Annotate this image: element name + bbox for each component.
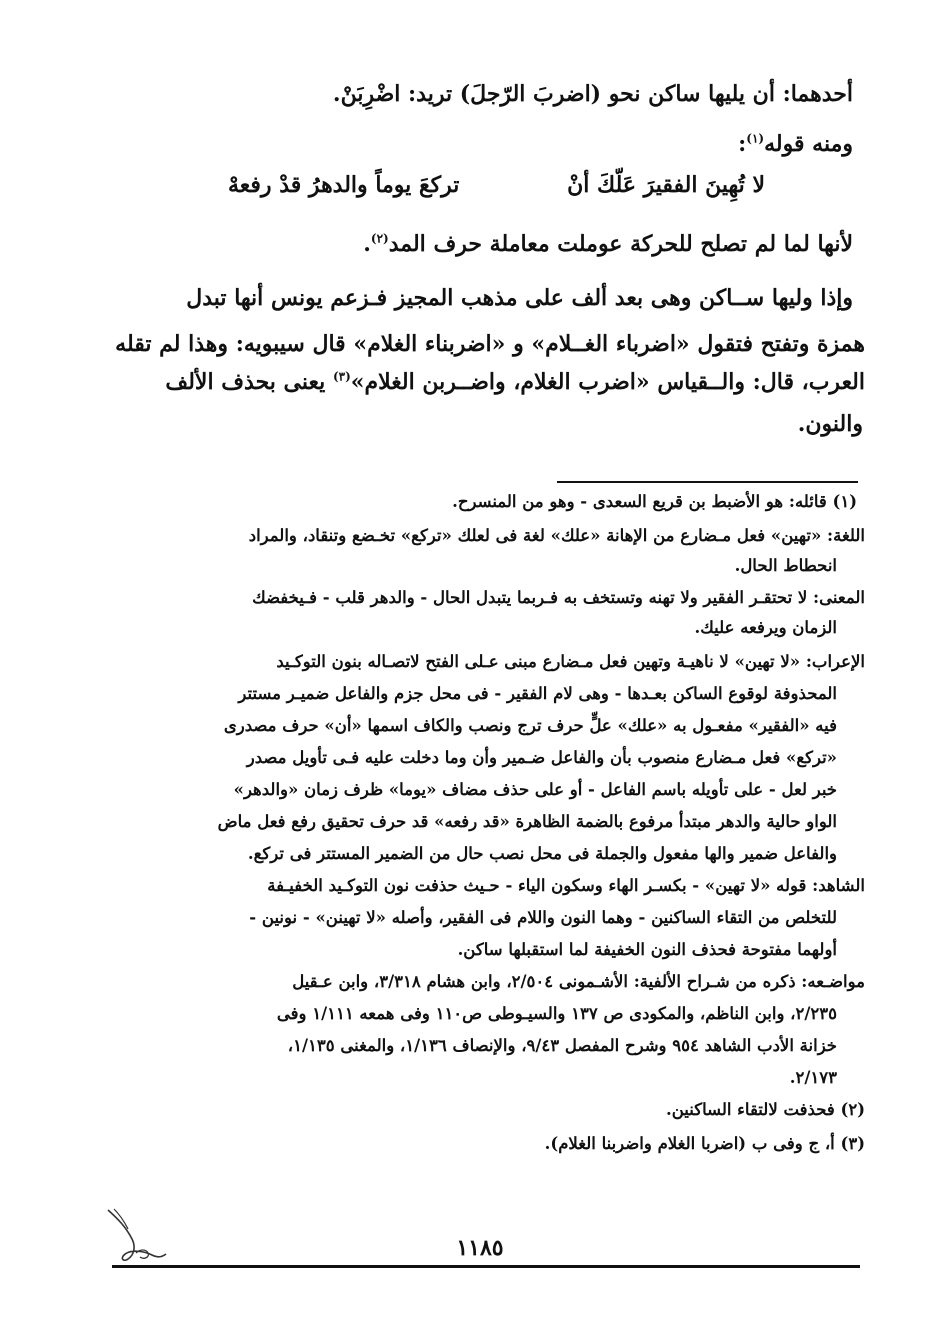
footnote-1-line-6: الإعراب: «لا تهين» لا ناهيـة وتهين فعل مـضارع مبنى عـلى الفتح لاتصـاله بنون التوكـيد [276, 652, 865, 671]
footnote-1-line-11: الواو حالية والدهر مبتدأ مرفوع بالضمة الظاهرة «قد رفعه» قد حرف تحقيق رفع فعل ماض [217, 812, 837, 831]
hand-drawn-mark-icon [100, 1205, 170, 1265]
footnote-1-line-4: المعنى: لا تحتقـر الفقير ولا تهنه وتستخف به فـربما يتبدل الحال - والدهر قلب - فـيخفضك [252, 588, 865, 607]
main-line-2 [738, 122, 853, 166]
footnote-1-line-19: ٢/١٧٣. [789, 1068, 837, 1087]
footnote-3: (٣) أ، ج وفى ب (اضربا الغلام واضربنا الغلام). [544, 1134, 865, 1153]
main-line-4-tail: . [363, 231, 371, 257]
footnote-1-line-3: انحطاط الحال. [734, 556, 837, 575]
footnote-ref-3[interactable]: (٣) [332, 369, 351, 384]
footnote-1-line-13: الشاهد: قوله «لا تهين» - بكسـر الهاء وسكون الياء - حـيث حذفت نون التوكـيد الخفيـفة [267, 876, 865, 895]
para-line-4: والنون. [797, 411, 863, 437]
para-line-3 [165, 360, 865, 404]
main-line-1: أحدهما: أن يليها ساكن نحو (اضربَ الرّجلَ) تريد: اضْرِبَنْ. [332, 81, 853, 107]
footnote-ref-2[interactable]: (٢) [370, 231, 389, 246]
verse-hemistich-left: تركعَ يوماً والدهرُ قدْ رفعهْ [228, 172, 460, 198]
footnote-1-line-9: «تركع» فعل مـضارع منصوب بأن والفاعل ضـمير وأن وما دخلت عليه فـى تأويل مصدر [246, 748, 837, 767]
footnote-1-line-7: المحذوفة لوقوع الساكن بعـدها - وهى لام الفقير - فى محل جزم والفاعل ضميـر مستتر [238, 684, 837, 703]
main-line-2-text: ومنه قوله [764, 131, 853, 157]
footnote-1-line-5: الزمان ويرفعه عليك. [694, 618, 837, 637]
main-line-4-text: لأنها لما لم تصلح للحركة عوملت معاملة حرف المد [388, 231, 853, 257]
para-line-1: وإذا وليها ســاكن وهى بعد ألف على مذهب المجيز فـزعم يونس أنها تبدل [186, 285, 853, 311]
footnote-1-line-17: ٢/٢٣٥، وابن الناظم، والمكودى ص ١٣٧ والسيـوطى ص١١٠ وفى همعه ١/١١١ وفى [276, 1004, 837, 1023]
footnote-1-line-18: خزانة الأدب الشاهد ٩٥٤ وشرح المفصل ٩/٤٣، والإنصاف ١/١٣٦، والمغنى ١/١٣٥، [287, 1036, 837, 1055]
footnote-ref-1[interactable]: (١) [746, 131, 765, 146]
para-line-2: همزة وتفتح فتقول «اضرباء الغــلام» و «اضربناء الغلام» قال سيبويه: وهذا لم تقله [115, 331, 865, 357]
para-line-3-text: العرب، قال: والــقياس «اضرب الغلام، واضــربن الغلام» [350, 369, 865, 395]
footnote-2: (٢) فحذفت لالتقاء الساكنين. [665, 1100, 865, 1119]
bottom-rule [112, 1265, 860, 1268]
main-line-4 [363, 222, 853, 266]
footnote-1-line-15: أولهما مفتوحة فحذف النون الخفيفة لما استقبلها ساكن. [457, 940, 837, 959]
footnote-1-line-16: مواضـعه: ذكره من شـراح الألفية: الأشـمونى ٢/٥٠٤، وابن هشام ٣/٣١٨، وابن عـقيل [292, 972, 865, 991]
footnote-1-line-2: اللغة: «تهين» فعل مـضارع من الإهانة «علك» لغة فى لعلك «تركع» تخـضع وتنقاد، والمراد [248, 526, 865, 545]
footnote-1-line-14: للتخلص من التقاء الساكنين - وهما النون واللام فى الفقير، وأصله «لا تهينن» - نونين - [249, 908, 837, 927]
main-line-2-tail: : [738, 131, 747, 157]
footnote-1-line-10: خبر لعل - على تأويله باسم الفاعل - أو على حذف مضاف «يوما» ظرف زمان «والدهر» [233, 780, 837, 799]
para-line-3-tail: يعنى بحذف الألف [165, 369, 333, 395]
verse-hemistich-right: لا تُهِينَ الفقيرَ عَلّكَ أنْ [567, 172, 765, 198]
footnotes [65, 486, 865, 1186]
page-number: ١١٨٥ [456, 1235, 504, 1261]
footnote-1-line-1: (١) قائله: هو الأضبط بن قريع السعدى - وهو من المنسرح. [452, 492, 857, 511]
footnote-separator [557, 481, 858, 483]
footnote-1-line-12: والفاعل ضمير والها مفعول والجملة فى محل نصب حال من الضمير المستتر فى تركع. [247, 844, 837, 863]
footnote-1-line-8: فيه «الفقير» مفعـول به «علك» علٍّ حرف ترج ونصب والكاف اسمها «أن» حرف مصدرى [223, 716, 837, 735]
